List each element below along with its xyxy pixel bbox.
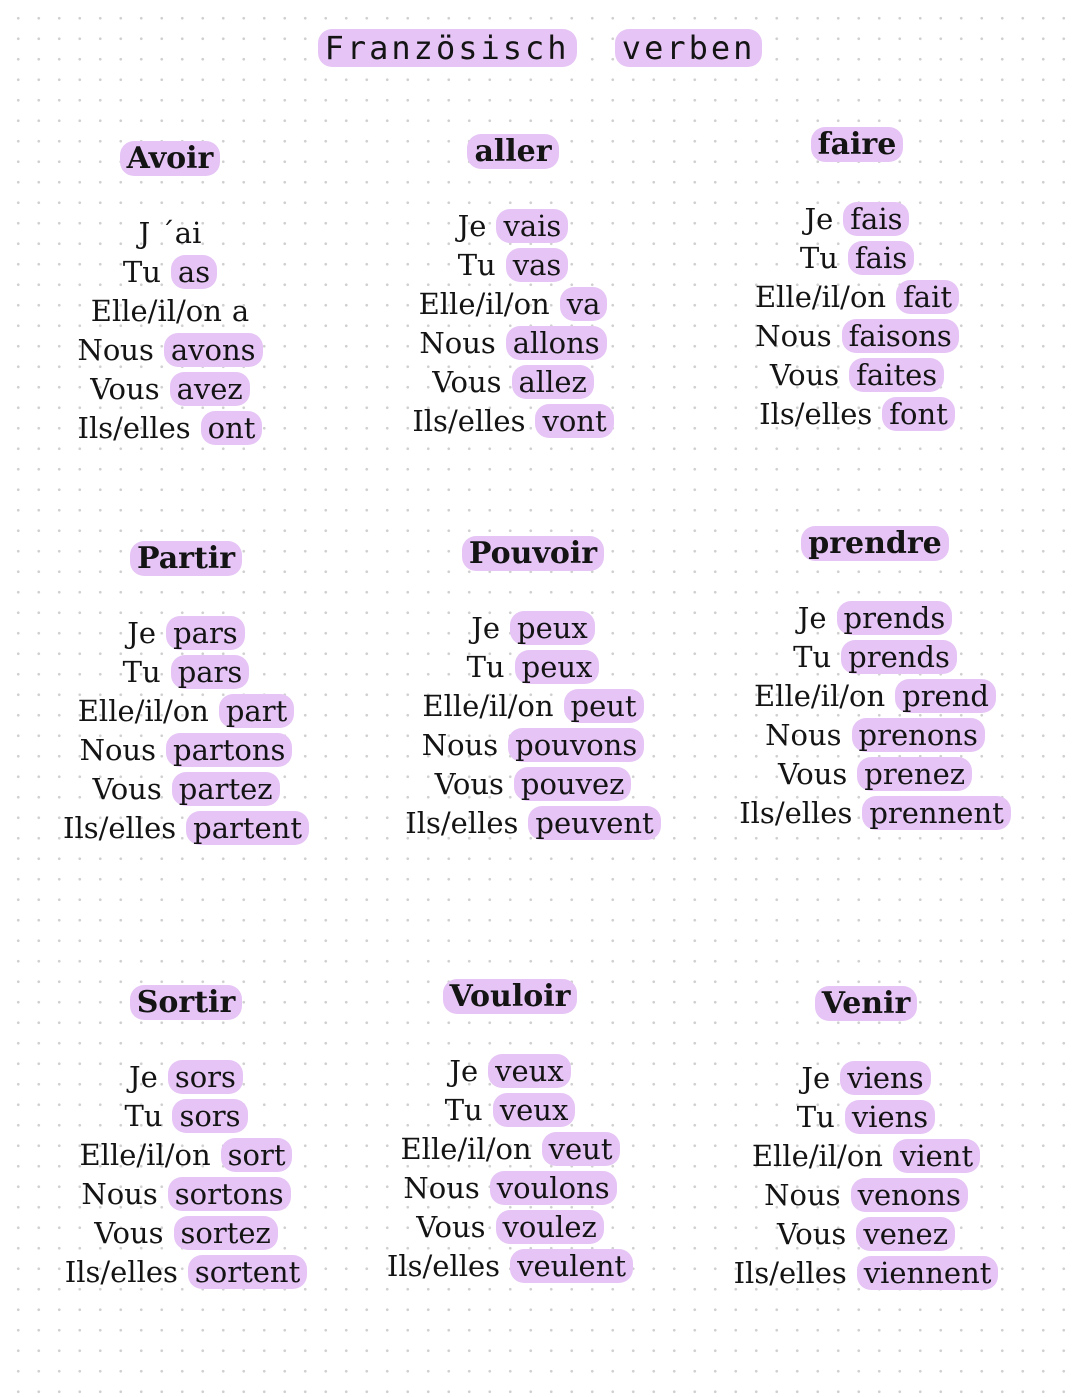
verb-form: allons — [506, 326, 607, 360]
pronoun: Nous — [421, 728, 499, 762]
verb-form: allez — [512, 365, 594, 399]
verb-title — [16, 540, 356, 578]
verb-form: sors — [168, 1060, 243, 1094]
verb-form: pars — [166, 616, 245, 650]
pronoun: Je — [797, 601, 827, 635]
conjugation-row — [0, 331, 340, 370]
pronoun: Tu — [796, 1100, 835, 1134]
pronoun: Elle/il/on — [77, 694, 209, 728]
verb-form: prenez — [857, 757, 972, 791]
conjugation-row — [340, 1247, 680, 1286]
conjugation-row — [0, 370, 340, 409]
conjugation-row — [705, 599, 1045, 638]
verb-block-avoir — [0, 140, 340, 448]
verb-form: ont — [201, 411, 263, 445]
verb-form: part — [219, 694, 294, 728]
pronoun: Elle/il/on — [754, 280, 887, 314]
verb-title — [363, 535, 703, 573]
pronoun: Nous — [764, 1178, 841, 1212]
conjugation-row — [0, 292, 340, 331]
pronoun: Vous — [434, 767, 504, 801]
pronoun: Ils/elles — [733, 1256, 847, 1290]
conjugation-row — [16, 1058, 356, 1097]
conjugation-list — [696, 1059, 1036, 1293]
conjugation-row — [363, 726, 703, 765]
pronoun: Elle/il/on — [751, 1139, 883, 1173]
conjugation-list — [16, 1058, 356, 1292]
page-title-word: Französisch — [318, 29, 577, 67]
pronoun: Je — [457, 209, 487, 243]
conjugation-row — [696, 1059, 1036, 1098]
verb-form: peux — [510, 611, 595, 645]
conjugation-list — [363, 609, 703, 843]
pronoun: Nous — [403, 1171, 480, 1205]
verb-form: fais — [843, 202, 909, 236]
conjugation-row — [363, 687, 703, 726]
pronoun: Ils/elles — [405, 806, 519, 840]
verb-block-venir — [696, 985, 1036, 1293]
conjugation-list — [340, 1052, 680, 1286]
verb-form: sortez — [174, 1216, 278, 1250]
verb-block-faire — [687, 126, 1027, 434]
conjugation-row — [340, 1130, 680, 1169]
conjugation-row — [363, 765, 703, 804]
verb-form: prennent — [862, 796, 1010, 830]
verb-title — [687, 126, 1027, 164]
conjugation-row — [16, 614, 356, 653]
conjugation-row — [16, 1097, 356, 1136]
pronoun: Nous — [81, 1177, 158, 1211]
pronoun: Elle/il/on — [90, 294, 222, 328]
verb-form: viens — [845, 1100, 935, 1134]
conjugation-row — [16, 809, 356, 848]
pronoun: Elle/il/on — [400, 1132, 532, 1166]
pronoun: Je — [127, 616, 157, 650]
verb-infinitive: prendre — [801, 526, 949, 561]
pronoun: Ils/elles — [412, 404, 526, 438]
conjugation-row — [696, 1215, 1036, 1254]
pronoun: Vous — [777, 1217, 847, 1251]
conjugation-row — [0, 253, 340, 292]
verb-infinitive: Pouvoir — [462, 536, 604, 571]
conjugation-row — [705, 638, 1045, 677]
pronoun: Vous — [769, 358, 840, 392]
verb-form: pouvez — [514, 767, 632, 801]
pronoun: Ils/elles — [759, 397, 873, 431]
pronoun: Elle/il/on — [754, 679, 886, 713]
conjugation-row — [0, 409, 340, 448]
verb-infinitive: Partir — [130, 541, 242, 576]
conjugation-row — [343, 246, 683, 285]
verb-title — [0, 140, 340, 178]
conjugation-row — [343, 363, 683, 402]
conjugation-row — [687, 356, 1027, 395]
conjugation-row — [340, 1208, 680, 1247]
verb-form: pouvons — [508, 728, 644, 762]
verb-form: pars — [171, 655, 250, 689]
verb-form: prenons — [852, 718, 985, 752]
conjugation-list — [343, 207, 683, 441]
verb-form: peut — [564, 689, 644, 723]
pronoun: Tu — [799, 241, 838, 275]
verb-form: vient — [893, 1139, 980, 1173]
pronoun: Nous — [755, 319, 832, 353]
pronoun: Nous — [765, 718, 842, 752]
verb-form: partent — [186, 811, 309, 845]
conjugation-row — [343, 324, 683, 363]
conjugation-row — [687, 200, 1027, 239]
verb-form: faites — [849, 358, 944, 392]
conjugation-list — [0, 214, 340, 448]
conjugation-row — [16, 653, 356, 692]
conjugation-row — [696, 1137, 1036, 1176]
verb-infinitive: faire — [811, 127, 904, 162]
pronoun: Ils/elles — [64, 1255, 178, 1289]
pronoun: Je — [449, 1054, 479, 1088]
verb-form: prend — [895, 679, 996, 713]
verb-form: venez — [856, 1217, 955, 1251]
pronoun: Je — [801, 1061, 831, 1095]
verb-form: va — [560, 287, 608, 321]
pronoun: Vous — [94, 1216, 164, 1250]
verb-form: fait — [896, 280, 959, 314]
conjugation-row — [16, 731, 356, 770]
conjugation-row — [696, 1254, 1036, 1293]
conjugation-row — [705, 794, 1045, 833]
pronoun: Tu — [457, 248, 496, 282]
verb-form: vont — [535, 404, 613, 438]
conjugation-row — [687, 317, 1027, 356]
verb-title — [343, 133, 683, 171]
verb-form: as — [171, 255, 217, 289]
verb-form: veulent — [510, 1249, 633, 1283]
conjugation-row — [16, 770, 356, 809]
verb-form: veut — [542, 1132, 620, 1166]
pronoun: Elle/il/on — [79, 1138, 211, 1172]
pronoun: Elle/il/on — [418, 287, 550, 321]
verb-form: fais — [848, 241, 914, 275]
pronoun: Nous — [77, 333, 154, 367]
verb-form: prends — [841, 640, 957, 674]
verb-form: sort — [221, 1138, 293, 1172]
pronoun: Tu — [124, 1099, 163, 1133]
conjugation-row — [687, 239, 1027, 278]
conjugation-row — [340, 1169, 680, 1208]
conjugation-row — [16, 1253, 356, 1292]
verb-form: partez — [172, 772, 280, 806]
verb-form: font — [882, 397, 955, 431]
verb-form: vas — [506, 248, 569, 282]
pronoun: Tu — [793, 640, 832, 674]
verb-block-partir — [16, 540, 356, 848]
verb-form: sortent — [188, 1255, 307, 1289]
verb-form: veux — [488, 1054, 571, 1088]
verb-form: peuvent — [528, 806, 660, 840]
pronoun: Tu — [122, 655, 161, 689]
verb-block-prendre — [705, 525, 1045, 833]
verb-form: ´ai — [160, 216, 202, 250]
page-title-word: verben — [615, 29, 763, 67]
verb-block-pouvoir — [363, 535, 703, 843]
conjugation-list — [705, 599, 1045, 833]
pronoun: Je — [129, 1060, 158, 1094]
pronoun: Elle/il/on — [422, 689, 554, 723]
verb-block-sortir — [16, 984, 356, 1292]
conjugation-row — [696, 1176, 1036, 1215]
conjugation-row — [705, 755, 1045, 794]
conjugation-row — [687, 395, 1027, 434]
conjugation-row — [363, 609, 703, 648]
conjugation-row — [696, 1098, 1036, 1137]
verb-title — [16, 984, 356, 1022]
pronoun: Ils/elles — [739, 796, 853, 830]
conjugation-row — [343, 207, 683, 246]
pronoun: Vous — [92, 772, 162, 806]
conjugation-list — [16, 614, 356, 848]
verb-form: faisons — [842, 319, 959, 353]
conjugation-list — [687, 200, 1027, 434]
pronoun: J — [138, 216, 151, 250]
verb-form: peux — [515, 650, 600, 684]
conjugation-row — [705, 716, 1045, 755]
pronoun: Vous — [90, 372, 160, 406]
pronoun: Tu — [466, 650, 505, 684]
conjugation-row — [16, 1214, 356, 1253]
pronoun: Ils/elles — [386, 1249, 501, 1283]
verb-form: viennent — [857, 1256, 999, 1290]
verb-form: viens — [840, 1061, 930, 1095]
conjugation-row — [340, 1052, 680, 1091]
verb-form: sortons — [168, 1177, 291, 1211]
verb-form: prends — [837, 601, 953, 635]
verb-form: partons — [166, 733, 292, 767]
verb-title — [705, 525, 1045, 563]
verb-infinitive: Avoir — [120, 141, 221, 176]
pronoun: Je — [804, 202, 834, 236]
verb-block-vouloir — [340, 978, 680, 1286]
conjugation-row — [363, 648, 703, 687]
conjugation-row — [343, 402, 683, 441]
verb-form: a — [231, 294, 250, 328]
pronoun: Je — [471, 611, 501, 645]
pronoun: Ils/elles — [77, 411, 191, 445]
conjugation-row — [16, 1136, 356, 1175]
verb-infinitive: aller — [467, 134, 558, 169]
verb-form: venons — [851, 1178, 968, 1212]
pronoun: Vous — [416, 1210, 486, 1244]
verb-infinitive: Sortir — [130, 985, 243, 1020]
conjugation-row — [340, 1091, 680, 1130]
verb-form: voulons — [490, 1171, 617, 1205]
verb-infinitive: Venir — [815, 986, 918, 1021]
page-title — [0, 28, 1080, 68]
verb-form: veux — [493, 1093, 576, 1127]
pronoun: Ils/elles — [62, 811, 177, 845]
verb-block-aller — [343, 133, 683, 441]
verb-form: voulez — [496, 1210, 604, 1244]
pronoun: Vous — [777, 757, 848, 791]
conjugation-row — [705, 677, 1045, 716]
conjugation-row — [343, 285, 683, 324]
conjugation-row — [16, 692, 356, 731]
pronoun: Tu — [122, 255, 161, 289]
pronoun: Tu — [444, 1093, 483, 1127]
verb-title — [340, 978, 680, 1016]
pronoun: Nous — [419, 326, 496, 360]
verb-form: vais — [496, 209, 568, 243]
verb-title — [696, 985, 1036, 1023]
conjugation-row — [0, 214, 340, 253]
conjugation-row — [16, 1175, 356, 1214]
verb-form: sors — [172, 1099, 247, 1133]
verb-form: avez — [170, 372, 250, 406]
conjugation-row — [363, 804, 703, 843]
verb-infinitive: Vouloir — [443, 979, 578, 1014]
conjugation-row — [687, 278, 1027, 317]
verb-form: avons — [164, 333, 263, 367]
pronoun: Nous — [79, 733, 156, 767]
pronoun: Vous — [432, 365, 502, 399]
